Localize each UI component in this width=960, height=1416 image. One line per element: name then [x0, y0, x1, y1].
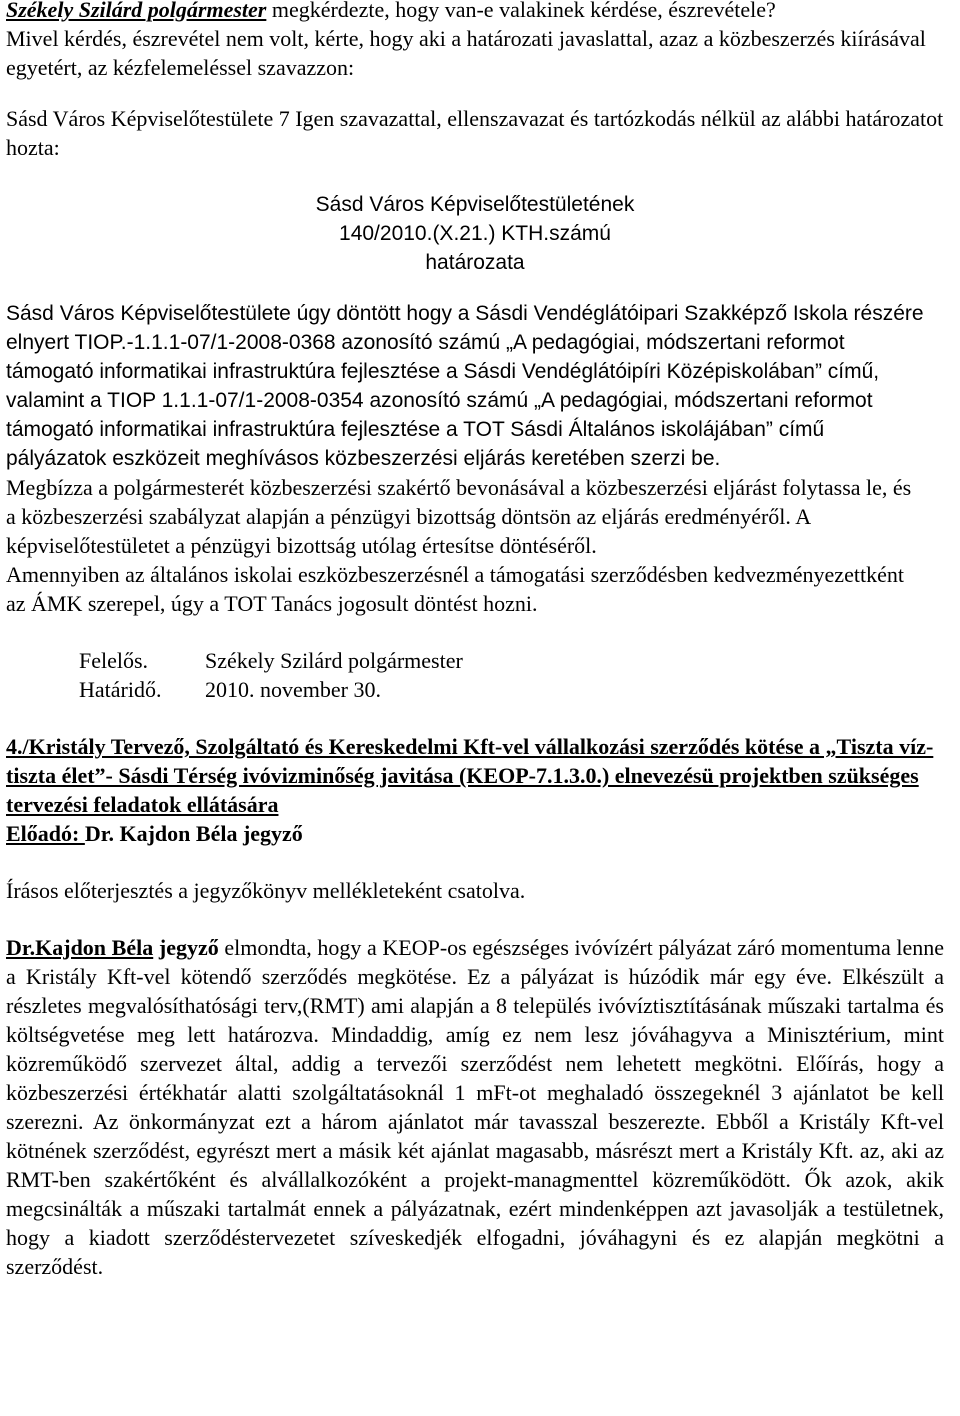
responsible-value: Székely Szilárd polgármester	[205, 648, 463, 673]
presenter-label: Előadó:	[6, 821, 85, 846]
speaker-role: jegyző	[153, 935, 219, 960]
speech-text: elmondta, hogy a KEOP-os egészséges ivóvízért pályázat záró momentuma lenne a Kristály Kft-vel kötendő szerződés megkötése. Ez a pályázat is húzódik már egy éve. Elkészült a részletes megvalósíthatósági terv,(RMT) ami alapján a 8 település ivóvíztisztításának műszaki tartalma és költségvetése meg lett határozva. Mindaddig, amíg ez nem lesz jóváhagyva a Minisztérium, mint közreműködő szervezet által, addig a tervezői szerződést nem lehetett megkötni. Előírás, hogy a közbeszerzési értékhatár alatti szolgáltatásoknál 1 mFt-ot meghaladó összegeknél 3 ajánlatot be kell szerezni. Az önkormányzat ezt a három ajánlatot már tavasszal beszerezte. Ebből a Kristály Kft-vel kötnének szerződést, egyrészt mert a másik két ajánlat magasabb, másrészt mert a Kristály Kft. az, aki az RMT-ben szakértőként és alvállalkozóként a projekt-managmenttel közreműködött. Ők azok, akik megcsinálták a műszaki tartalmát ennek a pályázatnak, ezért mindenképpen azt javasolják a testületnek, hogy a kiadott szerződéstervezetet szíveskedjék elfogadni, jóváhagyni és ez alapján megkötni a szerződést.	[6, 935, 945, 1279]
speaker-name: Dr.Kajdon Béla	[6, 935, 154, 960]
deadline-value: 2010. november 30.	[205, 677, 381, 702]
resolution-number: 140/2010.(X.21.) KTH.számú	[339, 222, 611, 245]
resolution-header-line1: Sásd Város Képviselőtestületének	[315, 193, 635, 216]
speech-paragraph	[6, 933, 944, 1281]
intro-text: megkérdezte, hogy van-e valakinek kérdése, észrevétele?	[266, 0, 776, 22]
vote-result-paragraph: Sásd Város Képviselőtestülete 7 Igen szavazattal, ellenszavazat és tartózkodás nélkül az alábbi határozatot hozta:	[6, 106, 944, 160]
attachment-note: Írásos előterjesztés a jegyzőkönyv mellékleteként csatolva.	[6, 878, 526, 903]
responsible-label: Felelős.	[79, 648, 149, 673]
presenter-line	[6, 819, 944, 848]
resolution-paragraph-1: Sásd Város Képviselőtestülete úgy döntött hogy a Sásdi Vendéglátóipari Szakképző Iskola részére elnyert TIOP.-1.1.1-07/1-2008-0368 azonosító számú „A pedagógiai, módszertani reformot támogató informatikai infrastruktúra fejlesztése a Sásdi Vendéglátóipíri Középiskolában” című, valamint a TIOP 1.1.1-07/1-2008-0354 azonosító számú „A pedagógiai, módszertani reformot támogató informatikai infrastruktúra fejlesztése a TOT Sásdi Általános iskolájában” című pályázatok eszközeit meghívásos közbeszerzési eljárás keretében szerzi be.	[6, 302, 924, 470]
resolution-header	[6, 190, 944, 277]
agenda-item-title: 4./Kristály Tervező, Szolgáltató és Kereskedelmi Kft-vel vállalkozási szerződés kötése a „Tiszta víz-tiszta élet”- Sásdi Térség ivóvizminőség javitása (KEOP-7.1.3.0.) elnevezésü projektben szükséges tervezési feladatok ellátására	[6, 734, 934, 817]
vote-call-paragraph: Mivel kérdés, észrevétel nem volt, kérte, hogy aki a határozati javaslattal, azaz a közbeszerzés kiírásával egyetért, az kézfelemeléssel szavazzon:	[6, 26, 926, 80]
resolution-header-line3: határozata	[425, 251, 525, 274]
intro-paragraph	[6, 0, 944, 24]
deadline-label: Határidő.	[79, 677, 162, 702]
deadline-row	[79, 675, 463, 704]
mayor-name: Székely Szilárd polgármester	[6, 0, 267, 22]
resolution-paragraph-2: Megbízza a polgármesterét közbeszerzési szakértő bevonásával a közbeszerzési eljárást folytassa le, és a közbeszerzési szabályzat alapján a pénzügyi bizottság döntsön az eljárás eredményéről. A képviselőtestületet a pénzügyi bizottság utólag értesítse döntéséről.	[6, 475, 912, 558]
resolution-paragraph-3: Amennyiben az általános iskolai eszközbeszerzésnél a támogatási szerződésben kedvezményezettként az ÁMK szerepel, úgy a TOT Tanács jogosult döntést hozni.	[6, 562, 904, 616]
responsible-row	[79, 646, 463, 675]
presenter-name: Dr. Kajdon Béla jegyző	[84, 821, 303, 846]
document-page	[6, 0, 944, 1281]
resolution-body	[6, 299, 944, 473]
responsibility-block	[79, 646, 463, 704]
